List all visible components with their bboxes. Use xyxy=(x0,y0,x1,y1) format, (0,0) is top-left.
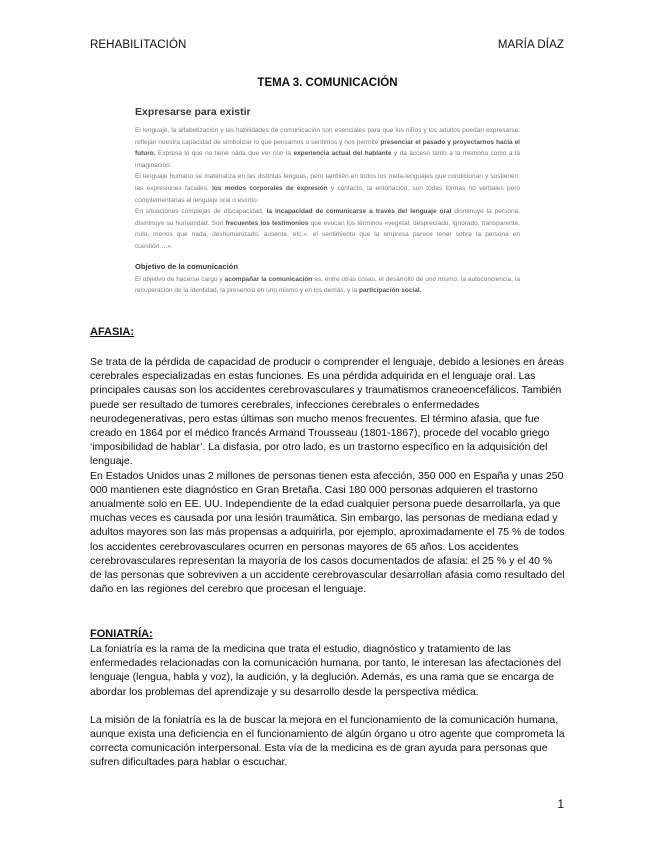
section-heading-foniatria: FONIATRÍA: xyxy=(90,628,153,640)
foniatria-body xyxy=(90,642,565,770)
afasia-paragraph-1: Se trata de la pérdida de capacidad de producir o comprender el lenguaje, debido a lesiones en áreas cerebrales especializadas en estas funciones. Es una pérdida adquirida en el lenguaje oral. Las principales causas son los accidentes cerebrovasculares y traumatismos craneoencefálicos. También puede ser resultado de tumores cerebrales, infecciones cerebrales o enfermedades neurodegenerativas, pero estas últimas son mucho menos frecuentes. El término afasia, que fue creado en 1864 por el médico francés Armand Trousseau (1801-1867), procede del vocablo griego ‘imposibilidad de hablar’. La disfasia, por otro lado, es un trastorno específico en la adquisición del lenguaje. xyxy=(90,356,564,468)
page-number: 1 xyxy=(557,797,564,811)
section-heading-afasia: AFASIA: xyxy=(90,326,134,338)
foniatria-paragraph-2: La misión de la foniatría es la de buscar la mejora en el funcionamiento de la comunicación humana, aunque exista una deficiencia en el funcionamiento de algún órgano u otro agente que comprometa la correcta comunicación interpersonal. Esta vía de la medicina es de gran ayuda para personas que sufren dificultades para hablar o escuchar. xyxy=(90,713,565,769)
excerpt-paragraph: El objetivo de hacerse cargo y acompañar la comunicación es, entre otras cosas, el desarrollo de uno mismo, la autoconciencia, la recuperación de la identidad, la presencia en uno mismo y en los demás, y la participación social. xyxy=(135,275,520,295)
header-author: MARÍA DÍAZ xyxy=(497,39,564,51)
excerpt-subheading: Objetivo de la comunicación xyxy=(135,261,238,271)
afasia-paragraph-2: En Estados Unidos unas 2 millones de personas tienen esta afección, 350 000 en España y unas 250 000 mantienen este diagnóstico en Gran Bretaña. Casi 180 000 personas adquieren el trastorno anualmente solo en EE. UU. Independiente de la edad cualquier persona puede desarrollarla, ya que muchas veces es causada por una lesión traumática. Sin embargo, las personas de mediana edad y adultos mayores son las más propensas a adquirirla, por ejemplo, aproximadamente el 75 % de todos los accidentes cerebrovasculares ocurren en personas mayores de 65 años. Los accidentes cerebrovasculares representan la mayoría de los casos documentados de afasia: el 25 % y el 40 % de las personas que sobreviven a un accidente cerebrovascular desarrollan afasia como resultado del daño en las regiones del cerebro que procesan el lenguaje. xyxy=(90,469,565,596)
page-title: TEMA 3. COMUNICACIÓN xyxy=(257,77,398,89)
excerpt-paragraph: En situaciones complejas de discapacidad, la incapacidad de comunicarse a través del lenguaje oral disminuye la persona, disminuye su humanidad. Son frecuentes los testimonios que evocan los términos «vegetal, despreciado, ignorado, transparente, nulo, menos que nada, deshumanizado, ausente, etc.». el sentimiento que la empresa parece tener sobre la persona en cuestión….». xyxy=(135,208,520,250)
excerpt-heading: Expresarse para existir xyxy=(135,106,251,118)
embedded-excerpt-image xyxy=(135,106,520,306)
header-course: REHABILITACIÓN xyxy=(90,39,187,51)
excerpt-paragraph: El lenguaje, la alfabetización y las habilidades de comunicación son esenciales para que los niños y los adultos puedan expresarse: reflejan nuestra capacidad de simbolizar lo que pensamos o sentimos y nos permite presenciar el pasado y proyectarnos hacia el futuro. Expresa lo que no tiene nada que ver con la experiencia actual del hablante y da acceso tanto a la memoria como a la imaginación. xyxy=(135,127,520,169)
excerpt-paragraph: El lenguaje humano se materializa en las distintas lenguas, pero también en todos los meta-lenguajes que condicionan y sostienen: las expresiones faciales, los modos corporales de expresión y contacto, la entonación, son todas formas no verbales pero complementarias al lenguaje oral o escrito. xyxy=(135,173,520,204)
foniatria-paragraph-1: La foniatría es la rama de la medicina que trata el estudio, diagnóstico y tratamiento de las enfermedades relacionadas con la comunicación humana, por tanto, le interesan las afectaciones del lenguaje (lengua, habla y voz), la audición, y la deglución. Además, es una rama que se encarga de abordar los problemas del aprendizaje y su desarrollo desde la perspectiva médica. xyxy=(90,643,562,698)
afasia-body xyxy=(90,355,565,596)
